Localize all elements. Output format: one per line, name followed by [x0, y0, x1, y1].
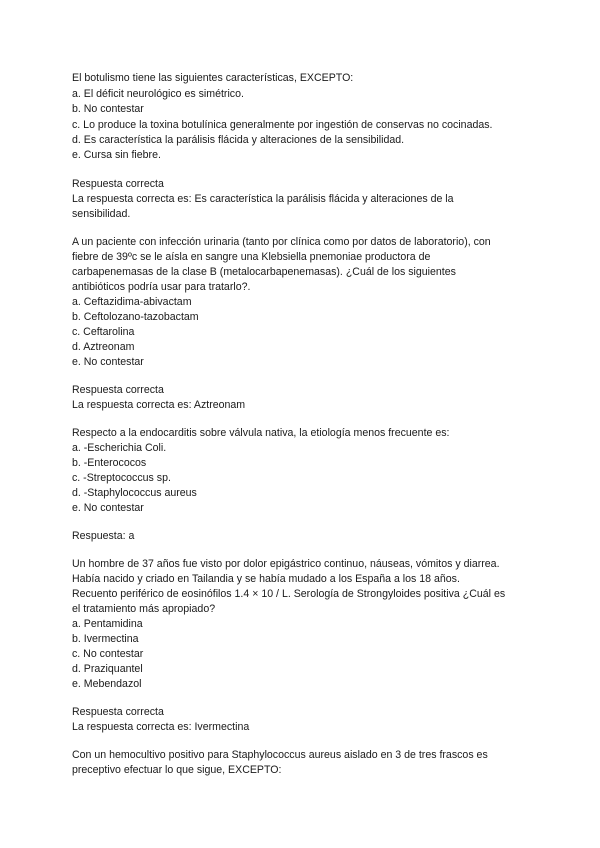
q2-stem-line: antibióticos podría usar para tratarlo?. — [72, 281, 251, 293]
q3-option-b: b. -Enterococos — [72, 457, 147, 469]
q3-option-c: c. -Streptococcus sp. — [72, 472, 171, 484]
q2-feedback-line: Respuesta correcta — [72, 384, 164, 396]
q4-stem-line: Recuento periférico de eosinófilos 1.4 × 10 / L. Serología de Strongyloides positiva ¿Cuál es — [72, 588, 506, 600]
q4-stem-line: el tratamiento más apropiado? — [72, 603, 216, 615]
q4-option-e: e. Mebendazol — [72, 678, 142, 690]
q3-stem-line: Respecto a la endocarditis sobre válvula nativa, la etiología menos frecuente es: — [72, 427, 450, 439]
q4-option-c: c. No contestar — [72, 648, 144, 660]
q2-option-b: b. Ceftolozano-tazobactam — [72, 311, 199, 323]
q2-option-a: a. Ceftazidima-abivactam — [72, 296, 192, 308]
q1-feedback-line: sensibilidad. — [72, 208, 131, 220]
q4-feedback-line: Respuesta correcta — [72, 706, 164, 718]
q1-option-e: e. Cursa sin fiebre. — [72, 149, 161, 161]
q2-option-e: e. No contestar — [72, 356, 144, 368]
q5-stem-line: preceptivo efectuar lo que sigue, EXCEPTO: — [72, 764, 282, 776]
q1-stem-line: El botulismo tiene las siguientes características, EXCEPTO: — [72, 72, 354, 84]
q2-stem-line: A un paciente con infección urinaria (tanto por clínica como por datos de laboratorio), con — [72, 236, 491, 248]
q2-feedback-line: La respuesta correcta es: Aztreonam — [72, 399, 246, 411]
q4-option-a: a. Pentamidina — [72, 618, 143, 630]
q1-option-d: d. Es característica la parálisis flácida y alteraciones de la sensibilidad. — [72, 134, 405, 146]
q5-stem-line: Con un hemocultivo positivo para Staphylococcus aureus aislado en 3 de tres frascos es — [72, 749, 488, 761]
q4-stem-line: Un hombre de 37 años fue visto por dolor epigástrico continuo, náuseas, vómitos y diarrea. — [72, 558, 500, 570]
q1-option-c: c. Lo produce la toxina botulínica generalmente por ingestión de conservas no cocinadas. — [72, 119, 493, 131]
q4-stem-line: Había nacido y criado en Tailandia y se había mudado a los España a los 18 años. — [72, 573, 460, 585]
q1-option-b: b. No contestar — [72, 103, 144, 115]
q4-option-d: d. Praziquantel — [72, 663, 143, 675]
q1-feedback-line: Respuesta correcta — [72, 178, 164, 190]
q1-feedback-line: La respuesta correcta es: Es característica la parálisis flácida y alteraciones de la — [72, 193, 454, 205]
q3-option-e: e. No contestar — [72, 502, 144, 514]
q3-option-a: a. -Escherichia Coli. — [72, 442, 167, 454]
q4-option-b: b. Ivermectina — [72, 633, 139, 645]
q1-option-a: a. El déficit neurológico es simétrico. — [72, 88, 244, 100]
q3-option-d: d. -Staphylococcus aureus — [72, 487, 197, 499]
q2-option-c: c. Ceftarolina — [72, 326, 135, 338]
q2-stem-line: carbapenemasas de la clase B (metalocarbapenemasas). ¿Cuál de los siguientes — [72, 266, 456, 278]
q3-feedback-line: Respuesta: a — [72, 530, 135, 542]
q4-feedback-line: La respuesta correcta es: Ivermectina — [72, 721, 250, 733]
q2-option-d: d. Aztreonam — [72, 341, 135, 353]
q2-stem-line: fiebre de 39ºc se le aísla en sangre una Klebsiella pnemoniae productora de — [72, 251, 431, 263]
